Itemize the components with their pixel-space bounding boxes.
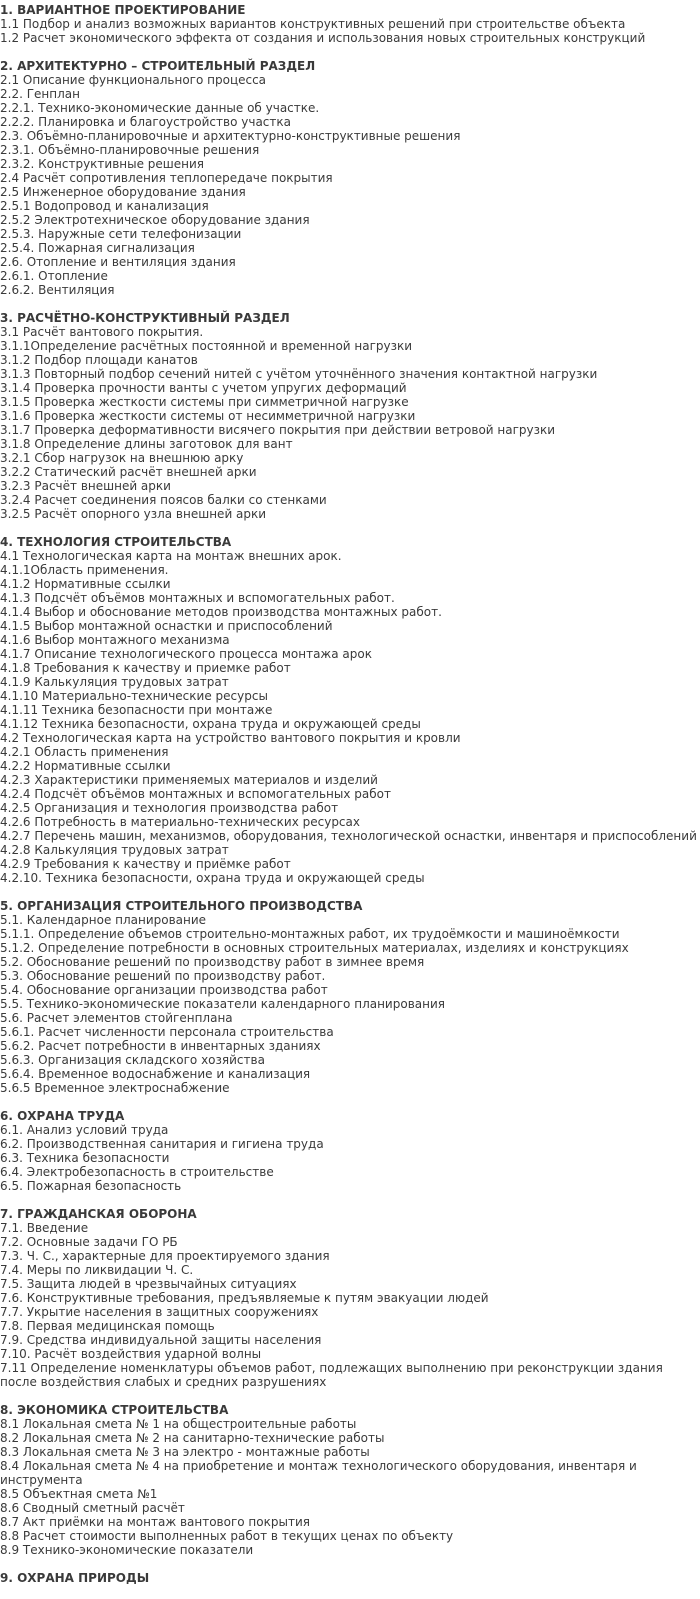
toc-item: 2.6.2. Вентиляция [0, 283, 115, 297]
toc-item: 8.5 Объектная смета №1 [0, 1487, 158, 1501]
toc-item: 4.2.8 Калькуляция трудовых затрат [0, 843, 229, 857]
toc-item: 3.1.2 Подбор площади канатов [0, 353, 198, 367]
toc-item: 4.2.7 Перечень машин, механизмов, оборудования, технологической оснастки, инвентаря и приспособлений [0, 829, 697, 843]
toc-item: 4.2.9 Требования к качеству и приёмке работ [0, 857, 291, 871]
toc-item: 4.1.12 Техника безопасности, охрана труда и окружающей среды [0, 717, 421, 731]
toc-item: 7.7. Укрытие населения в защитных сооружениях [0, 1305, 319, 1319]
toc-item: 7.3. Ч. С., характерные для проектируемого здания [0, 1249, 330, 1263]
toc-item: 5.2. Обоснование решений по производству работ в зимнее время [0, 955, 425, 969]
table-of-contents [0, 3, 700, 1599]
toc-section [0, 59, 700, 297]
toc-section [0, 311, 700, 521]
toc-item: 8.2 Локальная смета № 2 на санитарно-технические работы [0, 1431, 385, 1445]
section-heading: 3. РАСЧЁТНО-КОНСТРУКТИВНЫЙ РАЗДЕЛ [0, 311, 290, 325]
toc-item: 4.2.10. Техника безопасности, охрана труда и окружающей среды [0, 871, 425, 885]
toc-item: 2.2.2. Планировка и благоустройство участка [0, 115, 291, 129]
toc-item: 3.2.3 Расчёт внешней арки [0, 479, 171, 493]
toc-item: 2.5.2 Электротехническое оборудование здания [0, 213, 310, 227]
toc-item: 7.5. Защита людей в чрезвычайных ситуациях [0, 1277, 297, 1291]
toc-item: 5.6.4. Временное водоснабжение и канализация [0, 1067, 311, 1081]
toc-item: 2.2. Генплан [0, 87, 80, 101]
toc-item: 5.1.2. Определение потребности в основных строительных материалах, изделиях и конструкциях [0, 941, 629, 955]
toc-item: 7.6. Конструктивные требования, предъявляемые к путям эвакуации людей [0, 1291, 489, 1305]
toc-item: 2.3. Объёмно-планировочные и архитектурно-конструктивные решения [0, 129, 461, 143]
toc-section [0, 1207, 700, 1389]
toc-item: 6.2. Производственная санитария и гигиена труда [0, 1137, 324, 1151]
toc-item: 6.1. Анализ условий труда [0, 1123, 169, 1137]
toc-item: 4.1.4 Выбор и обоснование методов производства монтажных работ. [0, 605, 442, 619]
toc-item: 4.2.3 Характеристики применяемых материалов и изделий [0, 773, 378, 787]
toc-item: 2.5 Инженерное оборудование здания [0, 185, 246, 199]
toc-item: 3.2.4 Расчет соединения поясов балки со стенками [0, 493, 327, 507]
toc-item: 8.8 Расчет стоимости выполненных работ в текущих ценах по объекту [0, 1529, 454, 1543]
toc-item: 5.6. Расчет элементов стойгенплана [0, 1011, 233, 1025]
toc-item: 4.1.5 Выбор монтажной оснастки и приспособлений [0, 619, 333, 633]
toc-item: 8.1 Локальная смета № 1 на общестроительные работы [0, 1417, 357, 1431]
toc-item: 3.2.2 Статический расчёт внешней арки [0, 465, 257, 479]
toc-item: 8.6 Сводный сметный расчёт [0, 1501, 185, 1515]
toc-item: 2.3.1. Объёмно-планировочные решения [0, 143, 260, 157]
toc-item: 3.1.7 Проверка деформативности висячего покрытия при действии ветровой нагрузки [0, 423, 556, 437]
toc-item: 5.6.5 Временное электроснабжение [0, 1081, 230, 1095]
toc-item: 8.4 Локальная смета № 4 на приобретение и монтаж технологического оборудования, инвентаря и инструмента [0, 1459, 641, 1487]
toc-item: 6.3. Техника безопасности [0, 1151, 170, 1165]
toc-item: 5.1. Календарное планирование [0, 913, 207, 927]
toc-item: 4.2.4 Подсчёт объёмов монтажных и вспомогательных работ [0, 787, 391, 801]
toc-item: 2.5.4. Пожарная сигнализация [0, 241, 195, 255]
toc-item: 2.4 Расчёт сопротивления теплопередаче покрытия [0, 171, 333, 185]
section-heading: 6. ОХРАНА ТРУДА [0, 1109, 125, 1123]
toc-item: 7.4. Меры по ликвидации Ч. С. [0, 1263, 194, 1277]
toc-item: 3.2.5 Расчёт опорного узла внешней арки [0, 507, 267, 521]
section-heading: 5. ОРГАНИЗАЦИЯ СТРОИТЕЛЬНОГО ПРОИЗВОДСТВА [0, 899, 363, 913]
toc-item: 5.4. Обоснование организации производства работ [0, 983, 328, 997]
toc-item: 4.1.7 Описание технологического процесса монтажа арок [0, 647, 372, 661]
toc-item: 8.9 Технико-экономические показатели [0, 1543, 254, 1557]
toc-section [0, 1109, 700, 1193]
section-heading: 9. ОХРАНА ПРИРОДЫ [0, 1571, 150, 1585]
toc-item: 2.2.1. Технико-экономические данные об участке. [0, 101, 320, 115]
toc-item: 3.1.6 Проверка жесткости системы от несимметричной нагрузки [0, 409, 416, 423]
toc-item: 4.2 Технологическая карта на устройство вантового покрытия и кровли [0, 731, 461, 745]
section-heading: 4. ТЕХНОЛОГИЯ СТРОИТЕЛЬСТВА [0, 535, 232, 549]
toc-item: 5.5. Технико-экономические показатели календарного планирования [0, 997, 445, 1011]
section-heading: 8. ЭКОНОМИКА СТРОИТЕЛЬСТВА [0, 1403, 229, 1417]
toc-item: 1.2 Расчет экономического эффекта от создания и использования новых строительных конструкций [0, 31, 646, 45]
toc-item: 3.1 Расчёт вантового покрытия. [0, 325, 204, 339]
toc-item: 4.2.1 Область применения [0, 745, 169, 759]
toc-item: 4.1.10 Материально-технические ресурсы [0, 689, 268, 703]
toc-item: 3.1.8 Определение длины заготовок для вант [0, 437, 293, 451]
toc-item: 2.5.3. Наружные сети телефонизации [0, 227, 242, 241]
toc-section [0, 535, 700, 885]
toc-item: 6.5. Пожарная безопасность [0, 1179, 182, 1193]
section-heading: 2. АРХИТЕКТУРНО – СТРОИТЕЛЬНЫЙ РАЗДЕЛ [0, 59, 316, 73]
toc-section [0, 1571, 700, 1585]
toc-item: 4.1.8 Требования к качеству и приемке работ [0, 661, 291, 675]
toc-item: 4.1.2 Нормативные ссылки [0, 577, 171, 591]
toc-item: 2.5.1 Водопровод и канализация [0, 199, 209, 213]
toc-item: 7.9. Средства индивидуальной защиты населения [0, 1333, 322, 1347]
toc-item: 2.3.2. Конструктивные решения [0, 157, 205, 171]
toc-item: 7.11 Определение номенклатуры объемов работ, подлежащих выполнению при реконструкции здания после воздействия слабых и средних разрушениях [0, 1361, 667, 1389]
toc-item: 5.6.2. Расчет потребности в инвентарных зданиях [0, 1039, 321, 1053]
toc-item: 4.1.9 Калькуляция трудовых затрат [0, 675, 229, 689]
toc-item: 3.1.4 Проверка прочности ванты с учетом упругих деформаций [0, 381, 407, 395]
toc-section [0, 1403, 700, 1557]
toc-item: 7.8. Первая медицинская помощь [0, 1319, 215, 1333]
section-heading: 7. ГРАЖДАНСКАЯ ОБОРОНА [0, 1207, 197, 1221]
toc-item: 4.2.5 Организация и технология производства работ [0, 801, 339, 815]
toc-section [0, 3, 700, 45]
toc-item: 5.3. Обоснование решений по производству работ. [0, 969, 326, 983]
toc-section [0, 899, 700, 1095]
toc-item: 5.6.1. Расчет численности персонала строительства [0, 1025, 334, 1039]
toc-item: 5.6.3. Организация складского хозяйства [0, 1053, 265, 1067]
section-heading: 1. ВАРИАНТНОЕ ПРОЕКТИРОВАНИЕ [0, 3, 246, 17]
toc-item: 4.1 Технологическая карта на монтаж внешних арок. [0, 549, 342, 563]
toc-item: 4.2.2 Нормативные ссылки [0, 759, 171, 773]
toc-item: 4.2.6 Потребность в материально-технических ресурсах [0, 815, 360, 829]
toc-item: 7.10. Расчёт воздействия ударной волны [0, 1347, 262, 1361]
toc-item: 4.1.3 Подсчёт объёмов монтажных и вспомогательных работ. [0, 591, 395, 605]
toc-item: 1.1 Подбор и анализ возможных вариантов конструктивных решений при строительстве объекта [0, 17, 626, 31]
toc-item: 4.1.1Область применения. [0, 563, 169, 577]
toc-item: 4.1.11 Техника безопасности при монтаже [0, 703, 273, 717]
toc-item: 5.1.1. Определение объемов строительно-монтажных работ, их трудоёмкости и машиноёмкости [0, 927, 620, 941]
toc-item: 7.1. Введение [0, 1221, 89, 1235]
toc-item: 8.7 Акт приёмки на монтаж вантового покрытия [0, 1515, 310, 1529]
toc-item: 3.1.1Определение расчётных постоянной и временной нагрузки [0, 339, 413, 353]
toc-item: 2.1 Описание функционального процесса [0, 73, 267, 87]
toc-item: 3.1.5 Проверка жесткости системы при симметричной нагрузке [0, 395, 409, 409]
toc-item: 6.4. Электробезопасность в строительстве [0, 1165, 274, 1179]
toc-item: 2.6.1. Отопление [0, 269, 108, 283]
toc-item: 7.2. Основные задачи ГО РБ [0, 1235, 178, 1249]
toc-item: 3.2.1 Сбор нагрузок на внешнюю арку [0, 451, 244, 465]
toc-item: 3.1.3 Повторный подбор сечений нитей с учётом уточнённого значения контактной нагрузки [0, 367, 598, 381]
toc-item: 2.6. Отопление и вентиляция здания [0, 255, 236, 269]
toc-item: 8.3 Локальная смета № 3 на электро - монтажные работы [0, 1445, 370, 1459]
toc-item: 4.1.6 Выбор монтажного механизма [0, 633, 230, 647]
